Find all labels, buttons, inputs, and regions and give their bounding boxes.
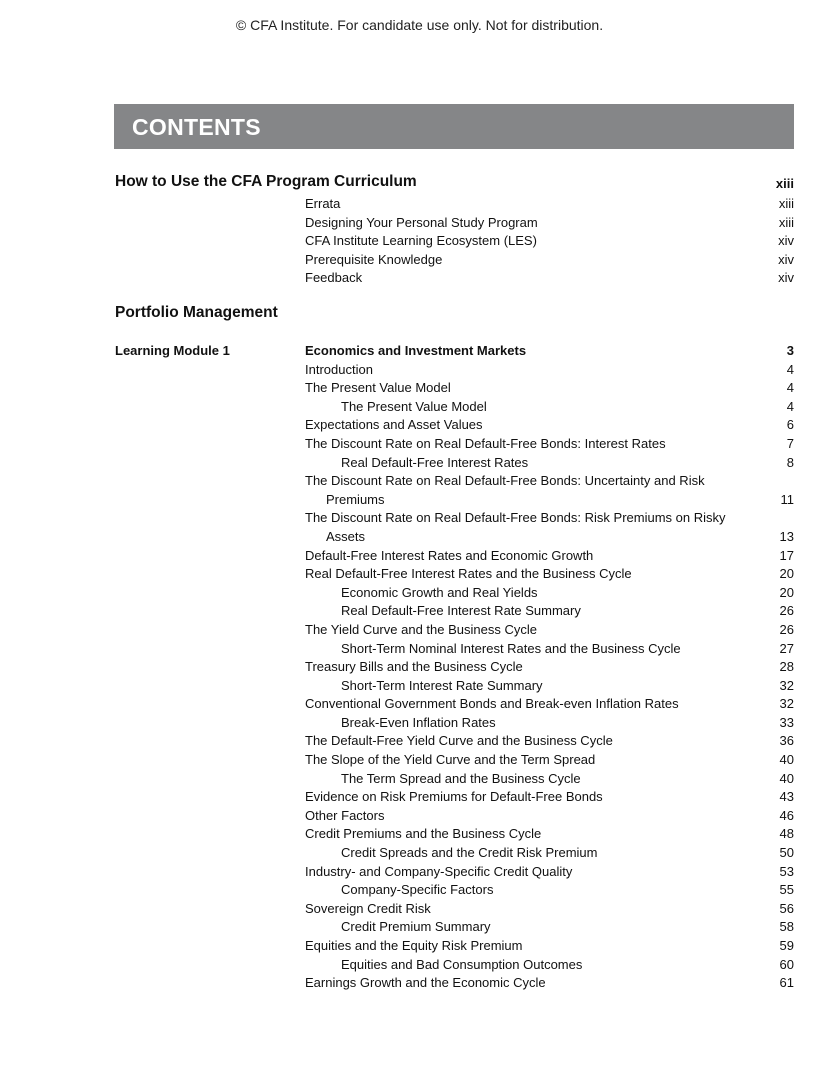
toc-entry-page: xiii xyxy=(778,214,794,230)
toc-entry-title: The Present Value Model xyxy=(341,398,487,414)
module-heading[interactable] xyxy=(0,342,839,361)
toc-entry-page: 46 xyxy=(779,807,794,823)
toc-entry[interactable] xyxy=(0,547,839,566)
toc-entry-title: Real Default-Free Interest Rate Summary xyxy=(341,603,581,619)
toc-entry-page: 17 xyxy=(779,547,794,563)
toc-entry-page: 55 xyxy=(779,882,794,898)
toc-entry-title: Earnings Growth and the Economic Cycle xyxy=(305,975,546,991)
toc-entry-page: 13 xyxy=(779,528,794,544)
module-title: Economics and Investment Markets xyxy=(305,343,527,358)
toc-entry-title: Designing Your Personal Study Program xyxy=(305,214,538,230)
toc-entry-page: 32 xyxy=(779,696,794,712)
section-title[interactable]: How to Use the CFA Program Curriculum xyxy=(115,173,417,190)
section-title[interactable]: Portfolio Management xyxy=(115,304,278,321)
toc-entry-title: Real Default-Free Interest Rates and the Business Cycle xyxy=(305,566,632,582)
toc-entry-title: Expectations and Asset Values xyxy=(305,417,483,433)
toc-entry[interactable] xyxy=(0,509,839,546)
toc-subentry[interactable] xyxy=(0,602,839,621)
toc-entry-page: xiv xyxy=(778,233,794,249)
toc-entry-title: Short-Term Nominal Interest Rates and the Business Cycle xyxy=(341,640,681,656)
toc-entry-page: 53 xyxy=(779,863,794,879)
toc-entry-title: Treasury Bills and the Business Cycle xyxy=(305,659,523,675)
toc-entry-title: Company-Specific Factors xyxy=(341,882,494,898)
toc-entry-page: 4 xyxy=(786,380,794,396)
toc-subentry[interactable] xyxy=(0,677,839,696)
toc-entry[interactable] xyxy=(0,900,839,919)
toc-entry-page: 58 xyxy=(779,919,794,935)
toc-subentry[interactable] xyxy=(0,640,839,659)
toc-entry-title: Conventional Government Bonds and Break-even Inflation Rates xyxy=(305,696,679,712)
module-label: Learning Module 1 xyxy=(115,343,230,358)
toc-entry[interactable] xyxy=(0,195,839,214)
toc-entry-title: Break-Even Inflation Rates xyxy=(341,714,496,730)
toc-entry-title: Feedback xyxy=(305,270,363,286)
toc-subentry[interactable] xyxy=(0,398,839,417)
toc-entry[interactable] xyxy=(0,863,839,882)
module-page: 3 xyxy=(786,343,794,358)
toc-entry-page: 26 xyxy=(779,603,794,619)
toc-entry-page: 33 xyxy=(779,714,794,730)
toc-entry-page: 36 xyxy=(779,733,794,749)
toc-entry-title: The Slope of the Yield Curve and the Term Spread xyxy=(305,752,596,768)
toc-entry-page: 6 xyxy=(786,417,794,433)
toc-entry[interactable] xyxy=(0,361,839,380)
toc-entry-title: Errata xyxy=(305,196,341,211)
toc-subentry[interactable] xyxy=(0,918,839,937)
toc-entry-title: The Yield Curve and the Business Cycle xyxy=(305,621,537,637)
toc-entry-title: Economic Growth and Real Yields xyxy=(341,584,538,600)
toc-entry-page: 28 xyxy=(779,659,794,675)
toc-entry-title: Prerequisite Knowledge xyxy=(305,251,443,267)
toc-entry-title: Short-Term Interest Rate Summary xyxy=(341,677,543,693)
toc-subentry[interactable] xyxy=(0,714,839,733)
toc-entry-page: 48 xyxy=(779,826,794,842)
toc-entry-title: The Discount Rate on Real Default-Free Bonds: Interest Rates xyxy=(305,435,666,451)
toc-entry-title: The Default-Free Yield Curve and the Business Cycle xyxy=(305,733,613,749)
toc-entry-page: 26 xyxy=(779,621,794,637)
toc-entry-page: 61 xyxy=(779,975,794,991)
toc-entry[interactable] xyxy=(0,416,839,435)
toc-entry[interactable] xyxy=(0,435,839,454)
toc-entry[interactable] xyxy=(0,937,839,956)
toc-entry[interactable] xyxy=(0,269,839,288)
toc-entry-page: 40 xyxy=(779,770,794,786)
toc-entry-page: xiv xyxy=(778,251,794,267)
toc-subentry[interactable] xyxy=(0,584,839,603)
toc-subentry[interactable] xyxy=(0,956,839,975)
toc-entry-title: Credit Spreads and the Credit Risk Premium xyxy=(341,845,598,861)
toc-entry[interactable] xyxy=(0,974,839,993)
toc-entry-page: 7 xyxy=(786,435,794,451)
toc-entry-title: The Discount Rate on Real Default-Free Bonds: Risk Premiums on Risky Assets xyxy=(305,510,726,544)
toc-entry-page: 50 xyxy=(779,845,794,861)
toc-entry[interactable] xyxy=(0,232,839,251)
toc-subentry[interactable] xyxy=(0,454,839,473)
toc-entry-title: Introduction xyxy=(305,361,373,377)
toc-entry-page: 4 xyxy=(786,361,794,377)
toc-entry[interactable] xyxy=(0,825,839,844)
intro-section xyxy=(0,173,839,288)
toc-entry-page: 40 xyxy=(779,752,794,768)
toc-entry-title: The Present Value Model xyxy=(305,380,451,396)
toc-entry-page: 27 xyxy=(779,640,794,656)
toc-entry-page: 60 xyxy=(779,956,794,972)
contents-title: CONTENTS xyxy=(132,114,261,140)
toc-entry-page: 8 xyxy=(786,454,794,470)
toc-entry-page: 32 xyxy=(779,677,794,693)
toc-entry[interactable] xyxy=(0,658,839,677)
toc-entry-title: Other Factors xyxy=(305,807,385,823)
toc-entry[interactable] xyxy=(0,695,839,714)
toc-entry-title: Real Default-Free Interest Rates xyxy=(341,454,529,470)
toc-entry[interactable] xyxy=(0,807,839,826)
toc-entry[interactable] xyxy=(0,788,839,807)
toc-entry-page: 20 xyxy=(779,566,794,582)
toc-entry-title: CFA Institute Learning Ecosystem (LES) xyxy=(305,233,537,249)
toc-entry-title: Evidence on Risk Premiums for Default-Free Bonds xyxy=(305,789,603,805)
toc-subentry[interactable] xyxy=(0,881,839,900)
toc-entry[interactable] xyxy=(0,751,839,770)
toc-entry-page: 59 xyxy=(779,938,794,953)
toc-entry-title: The Discount Rate on Real Default-Free Bonds: Uncertainty and Risk Premiums xyxy=(305,473,705,507)
toc-entry-page: xiv xyxy=(778,270,794,286)
toc-entry[interactable] xyxy=(0,472,839,509)
toc-entry[interactable] xyxy=(0,565,839,584)
toc-entry-page: 20 xyxy=(779,584,794,600)
toc-entry-title: Sovereign Credit Risk xyxy=(305,900,431,916)
toc-entry-title: The Term Spread and the Business Cycle xyxy=(341,770,581,786)
toc-entry-title: Default-Free Interest Rates and Economic Growth xyxy=(305,547,594,563)
toc-entry[interactable] xyxy=(0,732,839,751)
toc-subentry[interactable] xyxy=(0,770,839,789)
toc-entry-page: 56 xyxy=(779,900,794,916)
toc-entry[interactable] xyxy=(0,214,839,233)
toc-entry[interactable] xyxy=(0,251,839,270)
section-page-number: xiii xyxy=(775,176,794,191)
toc-entry[interactable] xyxy=(0,379,839,398)
toc-entry[interactable] xyxy=(0,621,839,640)
toc-subentry[interactable] xyxy=(0,844,839,863)
toc-entry-title: Credit Premiums and the Business Cycle xyxy=(305,826,542,842)
portfolio-section xyxy=(0,304,839,993)
copyright-notice: © CFA Institute. For candidate use only. Not for distribution. xyxy=(235,17,604,33)
toc-entry-page: 11 xyxy=(780,491,794,507)
toc-entry-page: 4 xyxy=(786,398,794,414)
toc-entry-title: Credit Premium Summary xyxy=(341,919,491,935)
toc-entry-page: 43 xyxy=(779,789,794,805)
toc-entry-title: Equities and the Equity Risk Premium xyxy=(305,938,523,953)
toc-entry-page: xiii xyxy=(778,196,794,211)
toc-entry-title: Industry- and Company-Specific Credit Quality xyxy=(305,863,573,879)
toc-entry-title: Equities and Bad Consumption Outcomes xyxy=(341,956,583,972)
contents-banner xyxy=(114,104,794,149)
